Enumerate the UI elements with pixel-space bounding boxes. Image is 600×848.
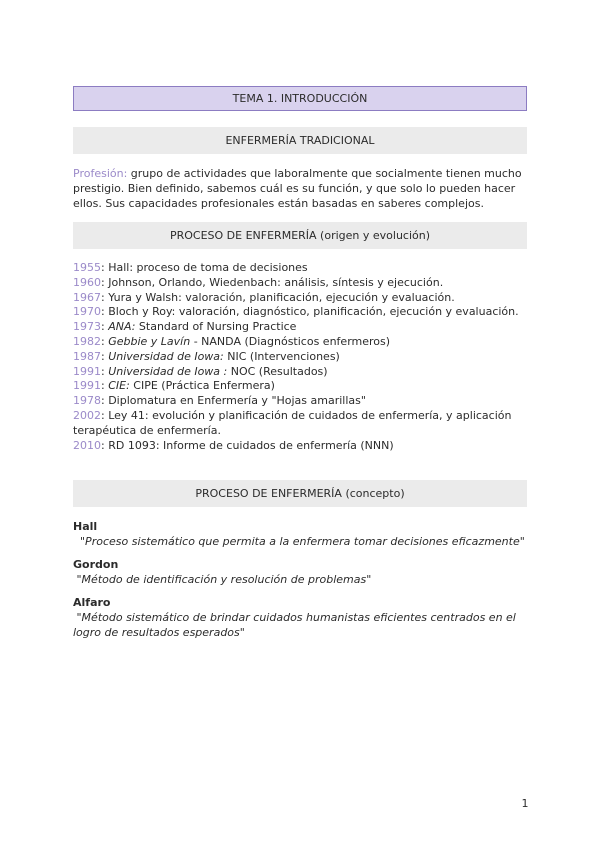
timeline-item — [73, 276, 527, 291]
timeline-source: Universidad de Iowa: — [104, 349, 224, 363]
timeline-item — [73, 320, 527, 335]
definition-block — [73, 519, 527, 549]
timeline-separator: : — [101, 364, 105, 378]
timeline-separator: : — [101, 305, 105, 319]
timeline-item — [73, 261, 527, 276]
timeline-separator: : — [101, 394, 105, 408]
timeline-separator: : — [101, 379, 105, 393]
timeline-text: Standard of Nursing Practice — [135, 320, 297, 334]
timeline-item — [73, 409, 527, 424]
timeline-year: 2010 — [73, 438, 101, 452]
timeline-text: NOC (Resultados) — [227, 364, 328, 378]
timeline-separator: : — [101, 320, 105, 334]
timeline-text: NIC (Intervenciones) — [223, 349, 340, 363]
section-heading-tradicional: ENFERMERÍA TRADICIONAL — [73, 127, 527, 154]
timeline-source: CIE: — [104, 379, 130, 393]
timeline-separator: : — [101, 349, 105, 363]
timeline-year: 1978 — [73, 394, 101, 408]
timeline-item — [73, 365, 527, 380]
timeline-year: 1982 — [73, 334, 101, 348]
timeline-source: ANA: — [104, 320, 136, 334]
page-number: 1 — [521, 797, 529, 810]
timeline-item — [73, 439, 527, 454]
timeline-text: Diplomatura en Enfermería y "Hojas amarillas" — [104, 394, 366, 408]
timeline-text: Bloch y Roy: valoración, diagnóstico, planificación, ejecución y evaluación. — [104, 305, 519, 319]
timeline-separator: : — [101, 334, 105, 348]
section-heading-origen: PROCESO DE ENFERMERÍA (origen y evolución) — [73, 222, 527, 249]
definition-block — [73, 557, 527, 587]
timeline-separator: : — [101, 290, 105, 304]
timeline-year: 1987 — [73, 349, 101, 363]
timeline-year: 1973 — [73, 320, 101, 334]
timeline-item — [73, 291, 527, 306]
section-heading-concepto: PROCESO DE ENFERMERÍA (concepto) — [73, 480, 527, 507]
timeline-text: Yura y Walsh: valoración, planificación, ejecución y evaluación. — [104, 290, 455, 304]
timeline-item — [73, 335, 527, 350]
definitions-list — [73, 519, 527, 640]
definition-author: Gordon — [73, 558, 119, 572]
timeline-year: 1970 — [73, 305, 101, 319]
definition-author: Alfaro — [73, 596, 111, 610]
timeline-year: 1955 — [73, 261, 101, 274]
definition-quote: "Método de identificación y resolución de problemas" — [73, 573, 372, 587]
timeline-item — [73, 379, 527, 394]
timeline-list — [73, 261, 527, 453]
timeline-text: terapéutica de enfermería. — [73, 423, 221, 437]
document-page — [73, 86, 527, 648]
timeline-item — [73, 305, 527, 320]
timeline-year: 1991 — [73, 364, 101, 378]
timeline-item — [73, 350, 527, 365]
profesion-text: grupo de actividades que laboralmente que socialmente tienen mucho prestigio. Bien definido, sabemos cuál es su función, y que solo lo pueden hacer ellos. Sus capacidades profesionales están basadas en saberes complejos. — [73, 167, 522, 210]
profesion-term: Profesión: — [73, 167, 128, 180]
timeline-text: Ley 41: evolución y planificación de cuidados de enfermería, y aplicación — [104, 408, 512, 422]
timeline-text: RD 1093: Informe de cuidados de enfermería (NNN) — [104, 438, 394, 452]
timeline-separator: : — [101, 408, 105, 422]
profesion-paragraph — [73, 166, 527, 211]
document-title: TEMA 1. INTRODUCCIÓN — [73, 86, 527, 111]
timeline-text: - NANDA (Diagnósticos enfermeros) — [190, 334, 391, 348]
definition-quote: "Proceso sistemático que permita a la enfermera tomar decisiones eficazmente" — [73, 535, 525, 549]
timeline-separator: : — [101, 275, 105, 289]
timeline-year: 1960 — [73, 275, 101, 289]
timeline-source: Gebbie y Lavín — [104, 334, 191, 348]
timeline-year: 1991 — [73, 379, 101, 393]
timeline-item — [73, 424, 527, 439]
timeline-text: Johnson, Orlando, Wiedenbach: análisis, síntesis y ejecución. — [104, 275, 444, 289]
timeline-year: 2002 — [73, 408, 101, 422]
definition-block — [73, 595, 527, 640]
timeline-year: 1967 — [73, 290, 101, 304]
timeline-separator: : — [101, 261, 105, 274]
timeline-item — [73, 394, 527, 409]
definition-author: Hall — [73, 520, 98, 534]
timeline-text: CIPE (Práctica Enfermera) — [129, 379, 275, 393]
timeline-source: Universidad de Iowa : — [104, 364, 228, 378]
timeline-separator: : — [101, 438, 105, 452]
timeline-text: Hall: proceso de toma de decisiones — [104, 261, 308, 274]
definition-quote: "Método sistemático de brindar cuidados humanistas eficientes centrados en el logro de resultados esperados" — [73, 611, 520, 640]
